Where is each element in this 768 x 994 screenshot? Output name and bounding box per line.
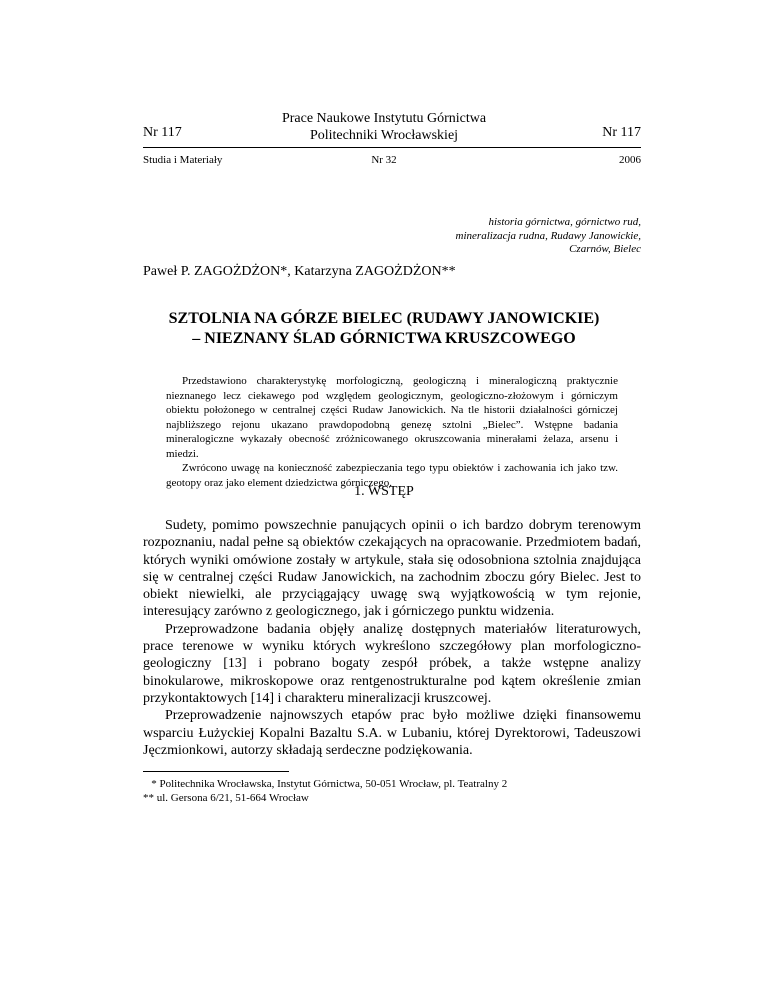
issue-number-left: Nr 117 [143,125,182,140]
series-number: Nr 32 [371,154,397,166]
title-line: SZTOLNIA NA GÓRZE BIELEC (RUDAWY JANOWICKIE) [168,310,600,327]
header-rule [143,147,641,148]
body-paragraph: Sudety, pomimo powszechnie panujących opinii o ich bardzo dobrym terenowym rozpoznaniu, nadal pełne są obiektów czekających na opracowanie. Przedmiotem badań, których wyniki omówione zostały w artykule, stała się odosobniona sztolnia znajdująca się w centralnej części Rudaw Janowickich, na zachodnim zboczu góry Bielec. Jest to obiekt niewielki, ale przyciągający uwagę swą wyjątkowością w tym rejonie, interesujący zarówno z geologicznego, jak i górniczego punktu widzenia. [143,518,641,620]
footnotes [143,777,641,805]
journal-name [0,110,768,144]
abstract-paragraph: Przedstawiono charakterystykę morfologiczną, geologiczną i mineralogiczną praktycznie nieznanego lecz ciekawego pod względem geologicznym, geologiczno-złożowym i górniczym obiektu położonego w centralnej części Rudaw Janowickich. Na tle historii działalności górniczej najbliższego rejonu ukazano prawdopodobną genezę sztolni „Bielec”. Wstępne badania mineralogiczne wykazały obecność zróżnicowanego okruszcowania minerałami żelaza, arsenu i miedzi. [166,375,618,460]
abstract-paragraph: Zwrócono uwagę na konieczność zabezpieczania tego typu obiektów i zachowania ich jako tzw. geotopy oraz jako element dziedzictwa górniczego. [166,462,618,489]
publication-year: 2006 [619,154,641,166]
title-line: – NIEZNANY ŚLAD GÓRNICTWA KRUSZCOWEGO [192,330,576,347]
section-heading: 1. WSTĘP [354,484,414,499]
footnote: * Politechnika Wrocławska, Instytut Górnictwa, 50-051 Wrocław, pl. Teatralny 2 [143,778,508,790]
keywords-line: historia górnictwa, górnictwo rud, [488,216,641,228]
keywords-block [301,216,641,257]
footnote-rule [143,771,289,772]
series-name: Studia i Materiały [143,154,223,166]
keywords-line: mineralizacja rudna, Rudawy Janowickie, [455,229,641,242]
body-paragraph: Przeprowadzone badania objęły analizę dostępnych materiałów literaturowych, prace terenowe w wyniku których wykreślono szczegółowy plan morfologiczno-geologiczny [13] i pobrano bogaty zespół próbek, a także wstępne analizy binokularowe, mikroskopowe oraz rentgenostrukturalne pod kątem określenie zmian przykontaktowych [14] i charakteru mineralizacji kruszcowej. [143,621,641,706]
authors: Paweł P. ZAGOŻDŻON*, Katarzyna ZAGOŻDŻON** [143,264,456,279]
abstract [166,374,618,490]
issue-number-right: Nr 117 [602,125,641,140]
journal-name-line2: Politechniki Wrocławskiej [309,128,459,143]
footnote: ** ul. Gersona 6/21, 51-664 Wrocław [143,792,309,804]
journal-name-line1: Prace Naukowe Instytutu Górnictwa [281,111,487,126]
keywords-line: Czarnów, Bielec [569,243,641,255]
body-paragraph: Przeprowadzenie najnowszych etapów prac było możliwe dzięki finansowemu wsparciu Łużyckiej Kopalni Bazaltu S.A. w Lubaniu, której Dyrektorowi, Tadeuszowi Jęczmionkowi, autorzy składają serdeczne podziękowania. [143,708,641,758]
article-title [0,309,768,349]
body-text [143,517,641,759]
